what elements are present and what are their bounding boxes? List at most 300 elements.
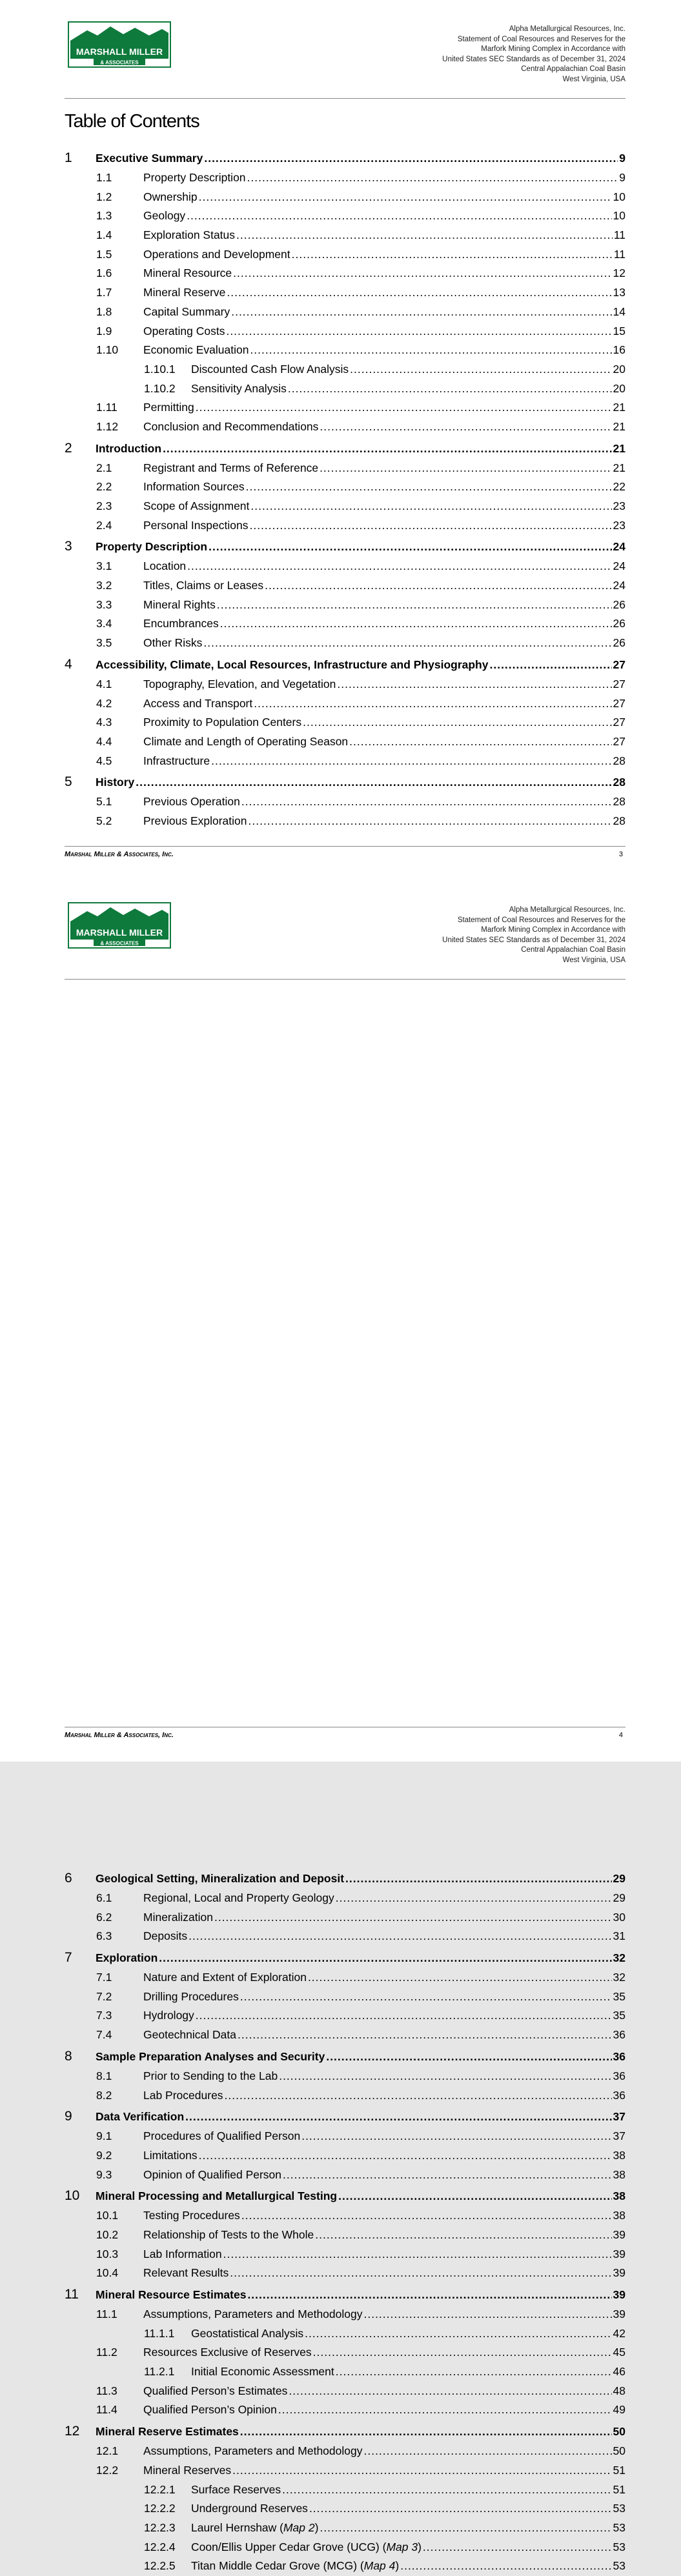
- toc-entry[interactable]: [65, 379, 625, 399]
- toc-entry-title: Accessibility, Climate, Local Resources, Infrastructure and Physiography: [96, 658, 489, 671]
- toc-entry-title: Testing Procedures: [143, 2209, 240, 2222]
- toc-entry-number: 9: [65, 2109, 72, 2124]
- toc-entry-title: Sensitivity Analysis: [191, 381, 287, 395]
- toc-entry[interactable]: [65, 1927, 625, 1946]
- toc-entry-title: [191, 2519, 318, 2538]
- toc-entry[interactable]: [65, 2146, 625, 2166]
- toc-entry-page: 29: [613, 1891, 625, 1904]
- toc-entry[interactable]: [65, 732, 625, 752]
- toc-dot-leader: [240, 2421, 612, 2442]
- toc-dot-leader: [232, 2461, 611, 2480]
- toc-entry-title: Mineral Processing and Metallurgical Testing: [96, 2189, 338, 2203]
- company-logo: [68, 902, 171, 949]
- table-of-contents: [65, 1868, 625, 2576]
- toc-entry-page: 16: [613, 343, 625, 357]
- toc-entry-page: 39: [613, 2228, 625, 2241]
- toc-entry-number: 10.2: [96, 2228, 119, 2241]
- header-line: Statement of Coal Resources and Reserves for the: [457, 35, 625, 43]
- toc-entry-number: 5: [65, 774, 72, 790]
- toc-entry[interactable]: [65, 752, 625, 771]
- toc-entry-title: Regional, Local and Property Geology: [143, 1891, 334, 1904]
- toc-dot-leader: [220, 614, 612, 634]
- toc-entry[interactable]: [65, 2461, 625, 2480]
- toc-dot-leader: [246, 478, 612, 497]
- toc-entry[interactable]: [65, 2206, 625, 2226]
- toc-entry-title: Mineral Reserve: [143, 286, 226, 299]
- header-line: Marfork Mining Complex in Accordance with: [481, 45, 625, 53]
- toc-entry[interactable]: [65, 2442, 625, 2461]
- toc-entry-map-ref: Map 3: [386, 2540, 418, 2553]
- toc-entry[interactable]: [65, 478, 625, 497]
- toc-entry-number: 7.4: [96, 2028, 112, 2042]
- toc-entry-title: Hydrology: [143, 2009, 194, 2022]
- toc-entry-title-part: ): [418, 2540, 422, 2553]
- toc-entry-title: Initial Economic Assessment: [191, 2365, 334, 2379]
- toc-entry-title: Mineral Resource Estimates: [96, 2288, 247, 2301]
- toc-dot-leader: [320, 459, 611, 478]
- toc-entry[interactable]: [65, 398, 625, 418]
- toc-entry[interactable]: [65, 341, 625, 360]
- toc-entry-title: Scope of Assignment: [143, 499, 250, 512]
- toc-entry[interactable]: [65, 1868, 625, 1889]
- toc-dot-leader: [282, 2480, 611, 2500]
- toc-entry[interactable]: [65, 168, 625, 188]
- toc-entry-page: 26: [613, 598, 625, 611]
- toc-entry-title: Mineral Reserves: [143, 2463, 232, 2477]
- toc-dot-leader: [214, 1908, 612, 1927]
- toc-entry[interactable]: [65, 2245, 625, 2264]
- toc-entry[interactable]: [65, 2186, 625, 2206]
- toc-entry[interactable]: [65, 1908, 625, 1927]
- toc-entry-page: 20: [613, 362, 625, 376]
- toc-entry-number: 8.2: [96, 2088, 112, 2102]
- toc-entry[interactable]: [65, 596, 625, 615]
- toc-entry-page: 21: [613, 401, 625, 414]
- toc-entry-number: 4.4: [96, 734, 112, 748]
- toc-dot-leader: [185, 2106, 611, 2127]
- toc-entry-title-part: Titan Middle Cedar Grove (MCG) (: [191, 2559, 364, 2573]
- toc-entry-page: 21: [613, 419, 625, 433]
- toc-entry-title: Drilling Procedures: [143, 1989, 239, 2003]
- toc-entry-title: Encumbrances: [143, 617, 219, 630]
- toc-entry-page: 36: [613, 2028, 625, 2042]
- toc-entry[interactable]: [65, 792, 625, 812]
- toc-entry-title: Prior to Sending to the Lab: [143, 2069, 278, 2082]
- toc-entry[interactable]: [65, 188, 625, 207]
- toc-entry-number: 4.1: [96, 677, 112, 690]
- toc-dot-leader: [320, 418, 611, 437]
- toc-entry-number: 11.2.1: [144, 2365, 175, 2379]
- toc-entry[interactable]: [65, 576, 625, 596]
- toc-entry-title: Geostatistical Analysis: [191, 2326, 304, 2340]
- toc-entry-title: Limitations: [143, 2148, 198, 2162]
- toc-dot-leader: [423, 2538, 612, 2557]
- toc-entry-number: 3: [65, 539, 72, 554]
- toc-dot-leader: [336, 1889, 612, 1908]
- toc-entry[interactable]: [65, 772, 625, 792]
- toc-entry-title: Registrant and Terms of Reference: [143, 461, 319, 474]
- toc-dot-leader: [278, 2400, 612, 2420]
- toc-entry-page: 15: [613, 324, 625, 337]
- toc-entry[interactable]: [65, 2362, 625, 2382]
- toc-entry-page: 22: [613, 480, 625, 494]
- toc-entry[interactable]: [65, 694, 625, 714]
- toc-entry[interactable]: [65, 148, 625, 168]
- toc-entry-page: 35: [613, 2009, 625, 2022]
- toc-entry-number: 1.10.2: [144, 381, 176, 395]
- toc-entry-page: 38: [613, 2148, 625, 2162]
- toc-entry-number: 2.4: [96, 518, 112, 532]
- toc-entry-number: 12.2.5: [144, 2559, 176, 2573]
- toc-entry-page: 45: [613, 2346, 625, 2359]
- toc-dot-leader: [196, 2006, 612, 2026]
- toc-dot-leader: [250, 497, 611, 516]
- toc-entry-number: 1.3: [96, 209, 112, 223]
- toc-entry[interactable]: [65, 2382, 625, 2401]
- toc-entry-number: 1.12: [96, 419, 119, 433]
- toc-dot-leader: [350, 360, 611, 379]
- toc-entry-page: 49: [613, 2403, 625, 2417]
- toc-dot-leader: [187, 206, 611, 226]
- toc-entry-title: Opinion of Qualified Person: [143, 2168, 282, 2181]
- toc-entry[interactable]: [65, 1947, 625, 1968]
- toc-entry-title: Mineral Resource: [143, 267, 232, 280]
- svg-text:MARSHALL MILLER: MARSHALL MILLER: [76, 46, 163, 57]
- toc-entry-page: 26: [613, 636, 625, 650]
- toc-dot-leader: [223, 2245, 612, 2264]
- toc-entry[interactable]: [65, 536, 625, 557]
- toc-entry[interactable]: [65, 2421, 625, 2442]
- toc-dot-leader: [254, 694, 611, 714]
- toc-entry-page: 39: [613, 2247, 625, 2260]
- header-line: West Virginia, USA: [562, 956, 625, 964]
- toc-entry-title: Previous Exploration: [143, 814, 247, 827]
- toc-entry[interactable]: [65, 1889, 625, 1908]
- toc-entry-title: Resources Exclusive of Reserves: [143, 2346, 312, 2359]
- toc-entry[interactable]: [65, 2284, 625, 2305]
- toc-dot-leader: [247, 168, 618, 188]
- toc-entry-title: Geological Setting, Mineralization and Deposit: [96, 1872, 345, 1885]
- toc-entry-title: Geotechnical Data: [143, 2028, 236, 2042]
- toc-entry[interactable]: [65, 459, 625, 478]
- toc-entry[interactable]: [65, 2067, 625, 2086]
- toc-entry[interactable]: [65, 2226, 625, 2245]
- toc-entry[interactable]: [65, 812, 625, 831]
- toc-entry-title: Discounted Cash Flow Analysis: [191, 362, 349, 376]
- toc-entry-number: 4.3: [96, 716, 112, 729]
- toc-dot-leader: [249, 516, 611, 536]
- header-divider: [65, 979, 625, 980]
- toc-entry-page: 23: [613, 499, 625, 512]
- toc-entry-page: 24: [613, 579, 625, 592]
- toc-entry[interactable]: [65, 2519, 625, 2538]
- toc-entry-title: Qualified Person’s Opinion: [143, 2403, 277, 2417]
- toc-entry-page: 29: [613, 1872, 625, 1885]
- toc-dot-leader: [326, 2046, 611, 2067]
- toc-entry[interactable]: [65, 2305, 625, 2324]
- header-line: Statement of Coal Resources and Reserves for the: [457, 916, 625, 924]
- toc-entry-number: 12.2.1: [144, 2482, 176, 2496]
- toc-entry[interactable]: [65, 2086, 625, 2106]
- toc-entry-page: 26: [613, 617, 625, 630]
- toc-entry-title: Geology: [143, 209, 186, 223]
- toc-dot-leader: [231, 303, 611, 322]
- toc-entry[interactable]: [65, 303, 625, 322]
- toc-entry-page: 42: [613, 2326, 625, 2340]
- toc-entry[interactable]: [65, 654, 625, 675]
- toc-entry[interactable]: [65, 2343, 625, 2362]
- toc-entry-number: 2.1: [96, 461, 112, 474]
- toc-entry-number: 1.10.1: [144, 362, 176, 376]
- toc-entry-number: 4: [65, 656, 72, 672]
- toc-dot-leader: [320, 2519, 611, 2538]
- toc-entry-number: 12: [65, 2424, 80, 2439]
- toc-dot-leader: [233, 264, 611, 283]
- toc-entry-page: 24: [613, 540, 625, 554]
- toc-entry-number: 1.5: [96, 247, 112, 261]
- toc-dot-leader: [303, 713, 611, 732]
- toc-dot-leader: [204, 148, 618, 168]
- toc-entry-number: 11.4: [96, 2403, 117, 2417]
- toc-dot-leader: [227, 283, 611, 303]
- toc-entry-page: 36: [613, 2088, 625, 2102]
- toc-entry-title: Operating Costs: [143, 324, 225, 337]
- toc-entry-page: 12: [613, 267, 625, 280]
- toc-entry[interactable]: [65, 438, 625, 459]
- toc-dot-leader: [315, 2226, 611, 2245]
- toc-dot-leader: [236, 226, 613, 245]
- toc-entry[interactable]: [65, 2046, 625, 2067]
- toc-entry-page: 14: [613, 305, 625, 318]
- toc-entry-number: 7.1: [96, 1971, 112, 1984]
- toc-entry-title: Economic Evaluation: [143, 343, 249, 357]
- toc-entry-page: 11: [613, 228, 625, 242]
- toc-entry[interactable]: [65, 2166, 625, 2185]
- toc-entry[interactable]: [65, 418, 625, 437]
- toc-entry[interactable]: [65, 2499, 625, 2519]
- svg-text:MARSHALL MILLER: MARSHALL MILLER: [76, 927, 163, 938]
- toc-entry-page: 37: [613, 2110, 625, 2124]
- toc-entry-page: 38: [613, 2209, 625, 2222]
- toc-dot-leader: [363, 2305, 611, 2324]
- toc-entry-title: Lab Information: [143, 2247, 222, 2260]
- toc-entry-number: 2: [65, 440, 72, 456]
- toc-entry-number: 6.2: [96, 1910, 112, 1924]
- toc-dot-leader: [230, 2264, 611, 2283]
- toc-entry-title: Location: [143, 559, 187, 573]
- toc-entry[interactable]: [65, 283, 625, 303]
- toc-entry-page: 23: [613, 518, 625, 532]
- toc-entry-title: Introduction: [96, 441, 162, 455]
- toc-entry-title: Climate and Length of Operating Season: [143, 734, 349, 748]
- toc-entry-title: Property Description: [143, 171, 246, 184]
- toc-entry-page: 20: [613, 381, 625, 395]
- toc-entry-map-ref: Map 4: [363, 2559, 396, 2573]
- toc-entry-page: 53: [613, 2502, 625, 2515]
- toc-entry-number: 9.1: [96, 2129, 112, 2143]
- toc-entry-page: 36: [613, 2069, 625, 2082]
- toc-entry-page: 39: [613, 2266, 625, 2280]
- toc-entry[interactable]: [65, 1987, 625, 2007]
- toc-dot-leader: [305, 2324, 611, 2344]
- toc-entry-number: 4.2: [96, 696, 112, 710]
- toc-entry-number: 8: [65, 2048, 72, 2064]
- toc-dot-leader: [489, 654, 611, 675]
- toc-entry[interactable]: [65, 2400, 625, 2420]
- header-line: United States SEC Standards as of December 31, 2024: [442, 55, 625, 63]
- document-page-2: [0, 881, 681, 2573]
- toc-dot-leader: [400, 2557, 611, 2576]
- toc-dot-leader: [241, 792, 612, 812]
- toc-entry-title-part: ): [395, 2559, 400, 2573]
- toc-entry-page: 28: [613, 754, 625, 767]
- toc-entry-title: Titles, Claims or Leases: [143, 579, 264, 592]
- toc-entry-number: 4.5: [96, 754, 112, 767]
- toc-dot-leader: [187, 557, 611, 576]
- toc-entry-page: 13: [613, 286, 625, 299]
- toc-entry-number: 1.4: [96, 228, 112, 242]
- toc-dot-leader: [208, 536, 611, 557]
- toc-entry-title: Relationship of Tests to the Whole: [143, 2228, 314, 2241]
- toc-entry-title: Underground Reserves: [191, 2502, 308, 2515]
- company-logo: [68, 21, 171, 68]
- header-line: West Virginia, USA: [562, 75, 625, 83]
- toc-dot-leader: [199, 188, 612, 207]
- toc-entry-number: 5.1: [96, 795, 112, 809]
- toc-entry-page: 51: [613, 2482, 625, 2496]
- toc-entry-title: Exploration: [96, 1951, 158, 1965]
- toc-entry[interactable]: [65, 1968, 625, 1987]
- toc-entry[interactable]: [65, 206, 625, 226]
- toc-entry[interactable]: [65, 322, 625, 341]
- toc-entry[interactable]: [65, 675, 625, 694]
- toc-entry[interactable]: [65, 2480, 625, 2500]
- toc-dot-leader: [279, 2067, 611, 2086]
- toc-entry-number: 6.3: [96, 1929, 112, 1943]
- toc-dot-leader: [363, 2442, 611, 2461]
- toc-entry-title: Sample Preparation Analyses and Security: [96, 2049, 325, 2063]
- toc-entry-number: 6: [65, 1871, 72, 1886]
- toc-entry-number: 11.3: [96, 2384, 117, 2397]
- toc-entry-title: Infrastructure: [143, 754, 210, 767]
- toc-dot-leader: [136, 772, 611, 792]
- toc-dot-leader: [301, 2127, 611, 2146]
- toc-entry-page: 38: [613, 2189, 625, 2203]
- toc-dot-leader: [247, 2284, 611, 2305]
- toc-entry[interactable]: [65, 516, 625, 536]
- toc-entry[interactable]: [65, 614, 625, 634]
- header-text: [290, 25, 625, 85]
- toc-dot-leader: [226, 322, 611, 341]
- toc-entry[interactable]: [65, 713, 625, 732]
- toc-entry-title: Lab Procedures: [143, 2088, 223, 2102]
- toc-entry[interactable]: [65, 557, 625, 576]
- toc-entry-number: 1.8: [96, 305, 112, 318]
- toc-entry-page: 27: [613, 734, 625, 748]
- toc-entry-number: 9.3: [96, 2168, 112, 2181]
- toc-entry-title: Procedures of Qualified Person: [143, 2129, 301, 2143]
- toc-entry-page: 53: [613, 2540, 625, 2553]
- toc-entry-number: 1.2: [96, 190, 112, 203]
- toc-entry-number: 1.9: [96, 324, 112, 337]
- toc-entry[interactable]: [65, 226, 625, 245]
- toc-dot-leader: [217, 596, 612, 615]
- toc-entry-number: 3.2: [96, 579, 112, 592]
- toc-entry[interactable]: [65, 360, 625, 379]
- toc-entry[interactable]: [65, 497, 625, 516]
- toc-entry-page: 53: [613, 2521, 625, 2534]
- toc-entry-page: 32: [613, 1971, 625, 1984]
- toc-entry-number: 1.7: [96, 286, 112, 299]
- toc-dot-leader: [188, 1927, 611, 1946]
- toc-entry[interactable]: [65, 264, 625, 283]
- toc-entry-page: 48: [613, 2384, 625, 2397]
- toc-entry[interactable]: [65, 2264, 625, 2283]
- toc-entry[interactable]: [65, 2557, 625, 2576]
- document-page-1: [0, 0, 681, 881]
- toc-entry-page: 38: [613, 2168, 625, 2181]
- toc-entry[interactable]: [65, 2538, 625, 2557]
- header-line: Central Appalachian Coal Basin: [521, 65, 625, 73]
- toc-entry-title: Mineralization: [143, 1910, 213, 1924]
- toc-entry-number: 9.2: [96, 2148, 112, 2162]
- toc-entry[interactable]: [65, 2026, 625, 2045]
- toc-entry-page: 9: [619, 171, 625, 184]
- toc-entry-page: 10: [613, 209, 625, 223]
- toc-entry-page: 31: [613, 1929, 625, 1943]
- toc-entry-title: Personal Inspections: [143, 518, 249, 532]
- toc-entry[interactable]: [65, 245, 625, 265]
- toc-entry-page: 27: [613, 716, 625, 729]
- toc-dot-leader: [241, 2206, 612, 2226]
- header-line: Marfork Mining Complex in Accordance with: [481, 926, 625, 934]
- toc-entry-title: Topography, Elevation, and Vegetation: [143, 677, 336, 690]
- toc-entry-title-part: Coon/Ellis Upper Cedar Grove (UCG) (: [191, 2540, 387, 2553]
- toc-entry-number: 3.4: [96, 617, 112, 630]
- toc-entry-number: 10.3: [96, 2247, 119, 2260]
- toc-entry-title: Property Description: [96, 540, 208, 554]
- toc-entry-page: 24: [613, 559, 625, 573]
- toc-entry-number: 12.2.3: [144, 2521, 176, 2534]
- toc-entry[interactable]: [65, 2127, 625, 2146]
- header-line: Central Appalachian Coal Basin: [521, 946, 625, 954]
- toc-entry-number: 12.1: [96, 2444, 119, 2458]
- toc-dot-leader: [240, 1987, 612, 2007]
- toc-dot-leader: [337, 675, 611, 694]
- toc-dot-leader: [349, 732, 611, 752]
- toc-dot-leader: [308, 1968, 612, 1987]
- toc-entry-title: Surface Reserves: [191, 2482, 281, 2496]
- toc-entry-title: Proximity to Population Centers: [143, 716, 302, 729]
- toc-dot-leader: [203, 634, 611, 653]
- toc-entry-title: Assumptions, Parameters and Methodology: [143, 2308, 363, 2320]
- toc-entry-page: 28: [613, 795, 625, 809]
- toc-entry-title: Access and Transport: [143, 696, 253, 710]
- header-line: United States SEC Standards as of December 31, 2024: [442, 936, 625, 944]
- toc-entry[interactable]: [65, 2324, 625, 2344]
- header-divider: [65, 98, 625, 99]
- toc-dot-leader: [265, 576, 611, 596]
- toc-entry-title: Permitting: [143, 401, 194, 414]
- toc-dot-leader: [249, 812, 612, 831]
- toc-entry-number: 2.2: [96, 480, 112, 494]
- table-of-contents: [65, 148, 625, 831]
- toc-entry[interactable]: [65, 634, 625, 653]
- toc-entry[interactable]: [65, 2006, 625, 2026]
- toc-entry[interactable]: [65, 2106, 625, 2127]
- toc-dot-leader: [313, 2343, 612, 2362]
- toc-entry-page: 32: [613, 1951, 625, 1965]
